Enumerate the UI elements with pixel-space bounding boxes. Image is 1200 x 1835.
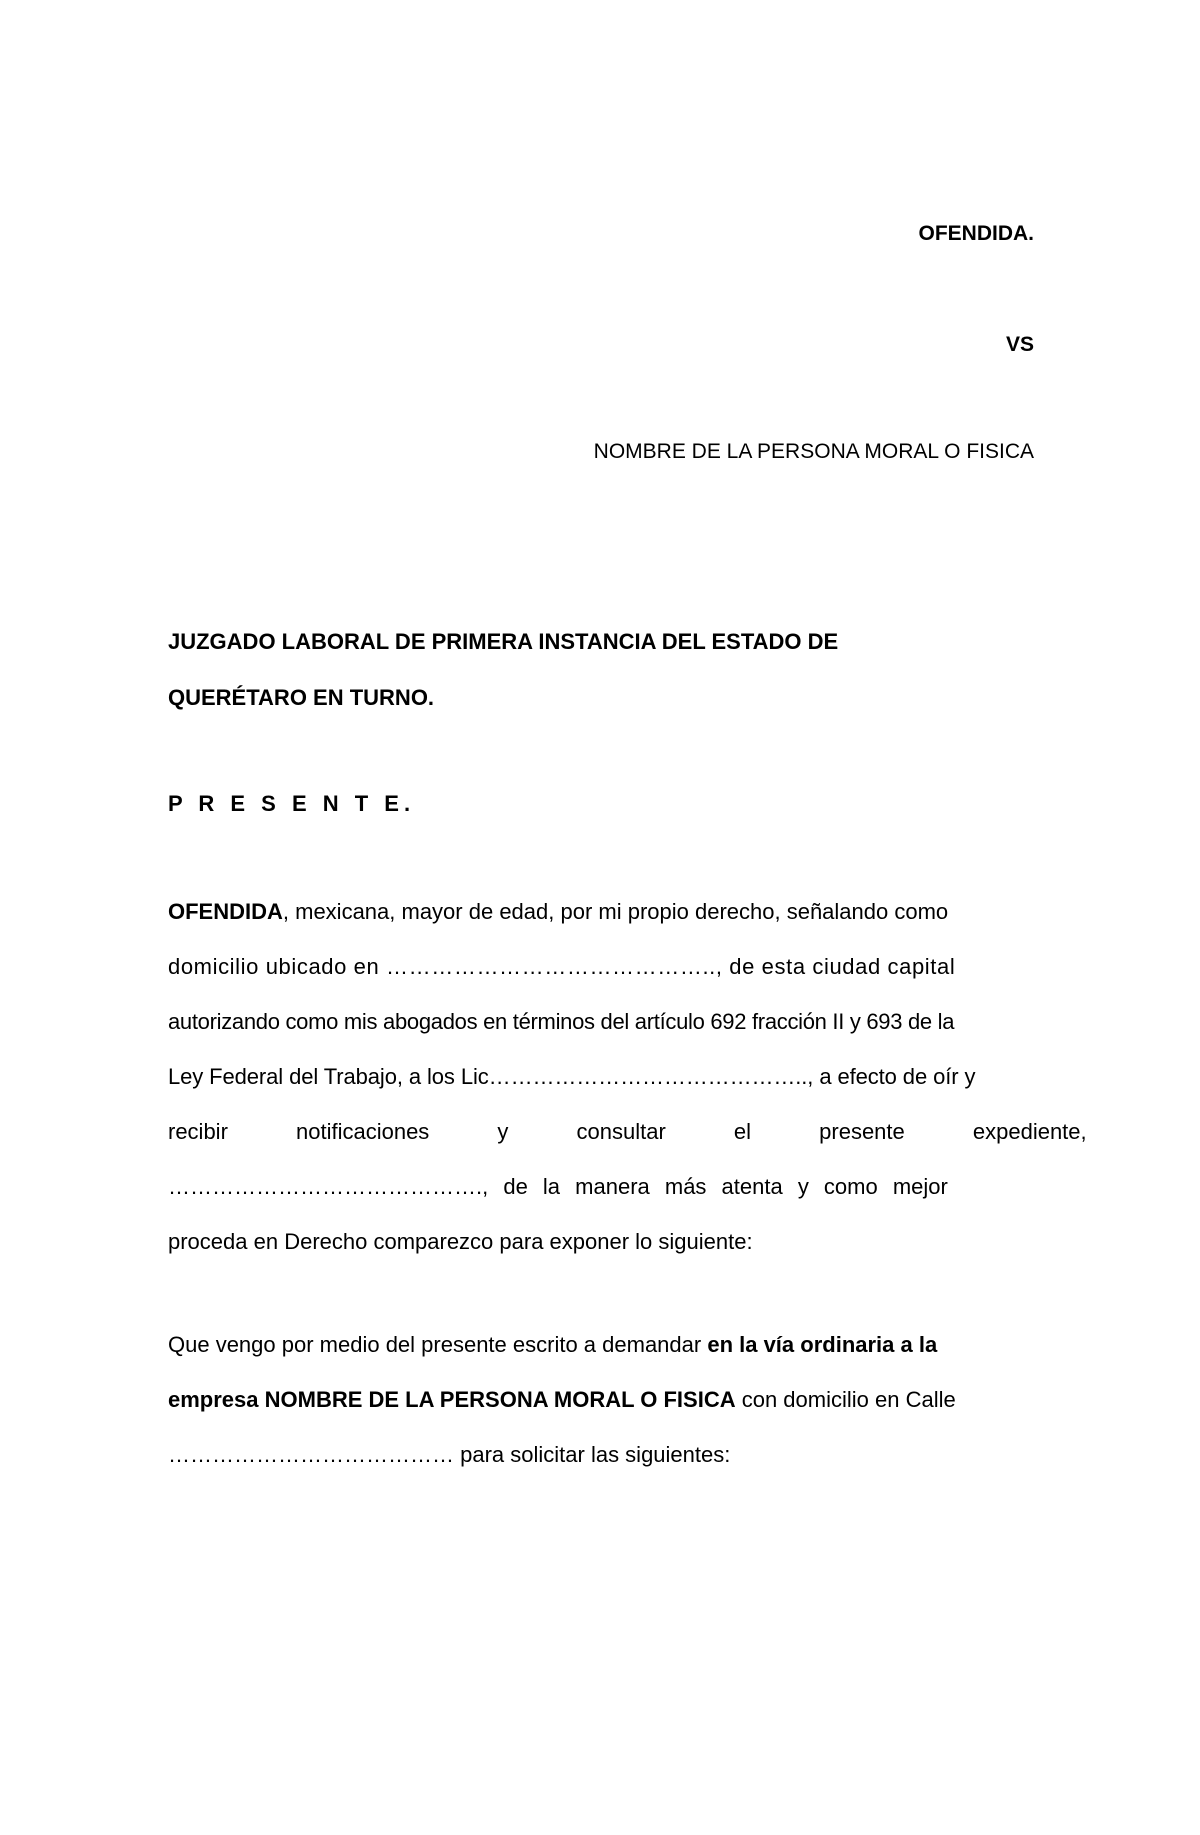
p1-line-2: domicilio ubicado en …………………………………….., de esta ciudad capital <box>168 954 956 979</box>
paragraph-2 <box>168 1317 1036 1482</box>
court-heading <box>168 614 1036 726</box>
p2-line-3: ………………………………… para solicitar las siguientes: <box>168 1442 731 1467</box>
party-title: OFENDIDA. <box>918 222 1034 245</box>
p2-line-1-bold: en la vía ordinaria a la <box>707 1332 938 1357</box>
p1-line-6: ……………………………………., de la manera más atenta y como mejor <box>168 1174 948 1199</box>
paragraph-1 <box>168 884 1087 1269</box>
p1-line-1-rest: , mexicana, mayor de edad, por mi propio derecho, señalando como <box>282 899 949 924</box>
p2-line-2-rest: con domicilio en Calle <box>735 1387 956 1412</box>
p1-line-5: recibir notificaciones y consultar el presente expediente, <box>168 1119 1087 1144</box>
court-line-2: QUERÉTARO EN TURNO. <box>168 685 435 710</box>
p2-line-2 <box>168 1372 1036 1427</box>
p2-company-bold: empresa NOMBRE DE LA PERSONA MORAL O FISICA <box>168 1387 736 1412</box>
p1-line-1 <box>168 884 1036 939</box>
p2-line-1 <box>168 1317 1036 1372</box>
salutation-block <box>168 791 1036 817</box>
p1-line-4: Ley Federal del Trabajo, a los Lic…………………………………….., a efecto de oír y <box>168 1064 976 1089</box>
p1-line-3: autorizando como mis abogados en términos del artículo 692 fracción II y 693 de la <box>168 1009 955 1034</box>
versus-label: VS <box>1005 333 1034 356</box>
p1-line-7: proceda en Derecho comparezco para exponer lo siguiente: <box>168 1229 753 1254</box>
court-line-1: JUZGADO LABORAL DE PRIMERA INSTANCIA DEL ESTADO DE <box>168 629 839 654</box>
p1-party-bold: OFENDIDA <box>168 899 283 924</box>
defendant-name: NOMBRE DE LA PERSONA MORAL O FISICA <box>593 440 1034 463</box>
p2-line-1-normal: Que vengo por medio del presente escrito a demandar <box>168 1332 708 1357</box>
salutation: P R E S E N T E. <box>168 791 416 816</box>
